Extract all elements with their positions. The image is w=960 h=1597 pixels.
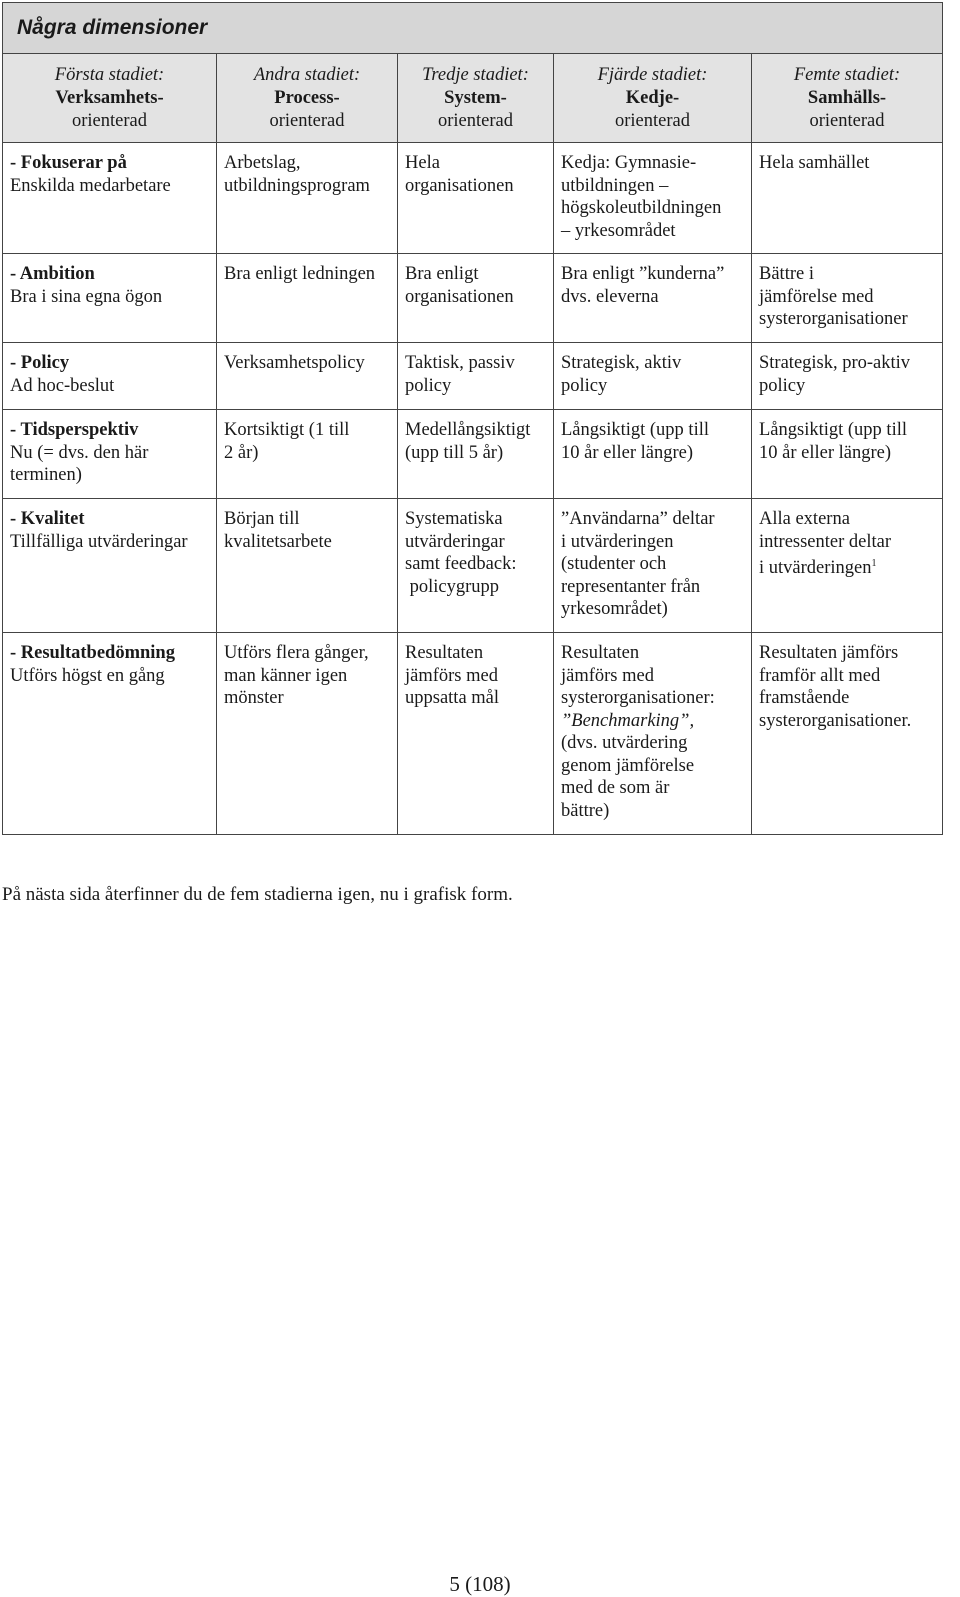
cell-line: Kedja: Gymnasie- — [561, 153, 697, 173]
stage-header-2 — [217, 54, 398, 143]
cell-line: man känner igen — [224, 665, 348, 686]
cell-line: Verksamhetspolicy — [224, 353, 365, 373]
stage-3-cell — [398, 343, 554, 410]
dimension-label: - Tidsperspektiv — [10, 420, 139, 440]
cell-line: Långsiktigt (upp till — [561, 420, 709, 440]
dimension-label: - Policy — [10, 353, 70, 373]
cell-line: (studenter och — [561, 554, 667, 574]
cell-line: policy — [405, 375, 452, 396]
stage-4-cell — [554, 343, 752, 410]
cell-line: intressenter deltar — [759, 531, 892, 552]
cell-line: Alla externa — [759, 509, 850, 529]
cell-line: organisationen — [405, 286, 514, 307]
stage-name: Kedje- — [625, 87, 680, 108]
cell-line: jämförs med — [405, 665, 498, 686]
cell-line: policy — [759, 375, 806, 396]
cell-line: 2 år) — [224, 442, 259, 463]
cell-line: ”Användarna” deltar — [561, 509, 715, 529]
cell-line: (dvs. utvärdering — [561, 733, 688, 753]
cell-line: utbildningsprogram — [224, 175, 370, 196]
dimension-label: - Resultatbedömning — [10, 643, 175, 663]
cell-line: policygrupp — [405, 576, 500, 597]
cell-line: Resultaten jämförs — [759, 643, 899, 663]
stage-5-cell — [752, 343, 943, 410]
dimension-cell — [3, 143, 217, 254]
stage-5-cell — [752, 143, 943, 254]
stage-4-cell — [554, 410, 752, 499]
stage-header-3 — [398, 54, 554, 143]
cell-line: Kortsiktigt (1 till — [224, 420, 350, 440]
stage-2-cell — [217, 499, 398, 633]
stage-5-cell — [752, 499, 943, 633]
dimension-cell — [3, 499, 217, 633]
table-row — [3, 254, 943, 343]
stage-ord: Andra stadiet: — [253, 64, 361, 85]
table-body — [3, 143, 943, 835]
cell-line: systerorganisationer. — [759, 710, 912, 731]
stage-header-row — [3, 54, 943, 143]
dimension-cell — [3, 254, 217, 343]
stage-5-cell — [752, 254, 943, 343]
cell-line: 10 år eller längre) — [561, 442, 693, 463]
cell-line: Taktisk, passiv — [405, 353, 515, 373]
stage-sub: orienterad — [269, 110, 345, 131]
stage-one-value: Utförs högst en gång — [10, 665, 165, 686]
cell-line: framstående — [759, 688, 850, 708]
cell-line: jämförs med — [561, 665, 654, 686]
stage-4-cell — [554, 143, 752, 254]
table-row — [3, 410, 943, 499]
cell-line: Resultaten — [405, 643, 484, 663]
stage-3-cell — [398, 143, 554, 254]
cell-line: i utvärderingen — [759, 558, 872, 579]
stage-2-cell — [217, 410, 398, 499]
cell-line: Långsiktigt (upp till — [759, 420, 907, 440]
cell-line: mönster — [224, 688, 284, 708]
stage-one-value: Tillfälliga utvärderingar — [10, 531, 188, 552]
cell-line: dvs. eleverna — [561, 286, 659, 307]
cell-line: Bra enligt — [405, 264, 479, 284]
stage-sub: orienterad — [615, 110, 690, 131]
cell-line: utbildningen – — [561, 175, 669, 196]
cell-line: systerorganisationer: — [561, 688, 715, 708]
cell-line: Bra enligt ”kunderna” — [561, 264, 725, 284]
table-row — [3, 343, 943, 410]
cell-line: Systematiska — [405, 509, 503, 529]
cell-line: Strategisk, aktiv — [561, 353, 682, 373]
stage-5-cell — [752, 633, 943, 835]
cell-line: Bättre i — [759, 264, 814, 284]
dimension-cell — [3, 410, 217, 499]
next-page-note: På nästa sida återfinner du de fem stadierna igen, nu i grafisk form. — [2, 884, 513, 905]
stage-2-cell — [217, 343, 398, 410]
table-title: Några dimensioner — [3, 3, 943, 54]
cell-line: Strategisk, pro-aktiv — [759, 353, 911, 373]
stage-4-cell — [554, 633, 752, 835]
cell-line: Hela samhället — [759, 153, 870, 173]
cell-line: kvalitetsarbete — [224, 531, 332, 552]
dimension-label: - Kvalitet — [10, 509, 85, 529]
stage-2-cell — [217, 633, 398, 835]
cell-line: Arbetslag, — [224, 153, 301, 173]
dimension-label: - Ambition — [10, 264, 95, 284]
cell-line: Medellångsiktigt — [405, 420, 531, 440]
footnote-marker: 1 — [871, 558, 877, 569]
stage-header-1 — [3, 54, 217, 143]
cell-line: utvärderingar — [405, 531, 505, 552]
stage-ord: Fjärde stadiet: — [597, 64, 708, 85]
stage-3-cell — [398, 633, 554, 835]
stage-ord: Första stadiet: — [54, 64, 165, 85]
stage-header-5 — [752, 54, 943, 143]
stage-one-value: Bra i sina egna ögon — [10, 286, 163, 307]
stage-one-value: Ad hoc-beslut — [10, 375, 115, 396]
stage-ord: Tredje stadiet: — [422, 64, 529, 85]
cell-line: (upp till 5 år) — [405, 442, 504, 463]
cell-line: organisationen — [405, 175, 514, 196]
cell-line: Hela — [405, 153, 440, 173]
stage-name: Samhälls- — [807, 87, 887, 108]
page-number: 5 (108) — [449, 1572, 511, 1596]
cell-line: bättre) — [561, 800, 610, 821]
stage-name: Process- — [274, 87, 340, 108]
stage-2-cell — [217, 143, 398, 254]
stage-3-cell — [398, 254, 554, 343]
cell-line: samt feedback: — [405, 554, 517, 574]
cell-line: policy — [561, 375, 608, 396]
stage-sub: orienterad — [72, 110, 147, 131]
table-row — [3, 499, 943, 633]
dimension-cell — [3, 343, 217, 410]
stage-3-cell — [398, 499, 554, 633]
cell-line: representanter från — [561, 576, 701, 597]
cell-line: yrkesområdet) — [561, 599, 668, 619]
stage-ord: Femte stadiet: — [793, 64, 901, 85]
stage-4-cell — [554, 254, 752, 343]
table-row — [3, 633, 943, 835]
cell-line: Början till — [224, 509, 300, 529]
table-row — [3, 143, 943, 254]
cell-line: högskoleutbildningen — [561, 198, 722, 218]
cell-line: 10 år eller längre) — [759, 442, 891, 463]
cell-line: Bra enligt ledningen — [224, 264, 376, 284]
cell-line: genom jämförelse — [561, 755, 695, 776]
stage-header-4 — [554, 54, 752, 143]
stage-one-value: Enskilda medarbetare — [10, 175, 171, 196]
cell-line: Utförs flera gånger, — [224, 643, 369, 663]
cell-line: – yrkesområdet — [561, 220, 676, 241]
stage-name: Verksamhets- — [55, 87, 164, 108]
stage-sub: orienterad — [809, 110, 885, 131]
cell-line: med de som är — [561, 778, 670, 798]
dimension-cell — [3, 633, 217, 835]
stage-name: System- — [444, 87, 507, 108]
cell-line: ”Benchmarking”, — [561, 710, 695, 731]
cell-line: framför allt med — [759, 665, 881, 686]
stage-sub: orienterad — [438, 110, 513, 131]
cell-line: jämförelse med — [759, 286, 874, 307]
stage-3-cell — [398, 410, 554, 499]
dimensions-table — [2, 2, 943, 835]
cell-line: uppsatta mål — [405, 688, 500, 708]
cell-line: Resultaten — [561, 643, 640, 663]
cell-line: systerorganisationer — [759, 309, 908, 329]
dimension-label: - Fokuserar på — [10, 153, 127, 173]
stage-one-value: Nu (= dvs. den här terminen) — [10, 442, 149, 485]
cell-line: i utvärderingen — [561, 531, 674, 552]
stage-4-cell — [554, 499, 752, 633]
stage-2-cell — [217, 254, 398, 343]
stage-5-cell — [752, 410, 943, 499]
